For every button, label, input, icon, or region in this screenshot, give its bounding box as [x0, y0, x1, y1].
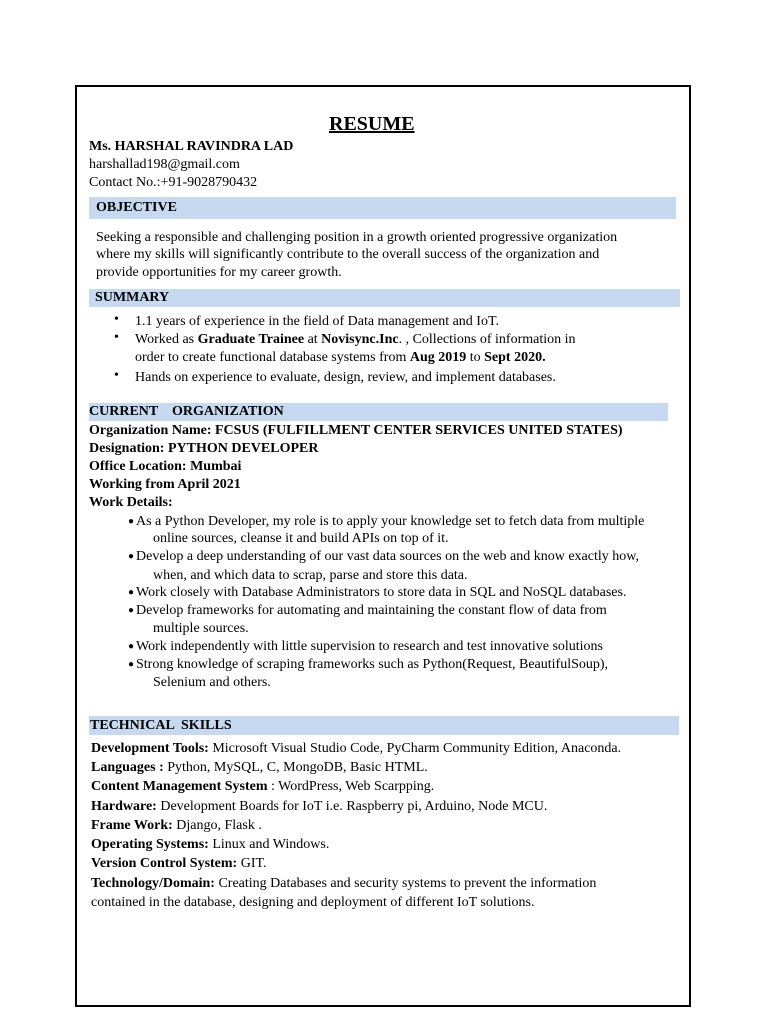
work-detail-continuation: when, and which data to scrap, parse and store this data.	[153, 568, 468, 583]
skill-line: Frame Work: Django, Flask .	[91, 818, 262, 833]
skill-line: Technology/Domain: Creating Databases and security systems to prevent the information	[91, 876, 597, 891]
candidate-name: Ms. HARSHAL RAVINDRA LAD	[89, 139, 294, 154]
work-detail-item: Strong knowledge of scraping frameworks such as Python(Request, BeautifulSoup),	[136, 657, 609, 672]
bullet-icon: ●	[128, 516, 135, 527]
bullet-icon: ●	[128, 587, 135, 598]
organization-name: Organization Name: FCSUS (FULFILLMENT CENTER SERVICES UNITED STATES)	[89, 423, 623, 438]
objective-heading: OBJECTIVE	[96, 200, 177, 215]
work-detail-item: Work closely with Database Administrators to store data in SQL and NoSQL databases.	[136, 585, 627, 600]
working-from: Working from April 2021	[89, 477, 241, 492]
bullet-icon: •	[114, 368, 119, 383]
work-detail-item: As a Python Developer, my role is to apply your knowledge set to fetch data from multiple	[136, 514, 645, 529]
summary-heading: SUMMARY	[95, 290, 170, 305]
skill-line: Development Tools: Microsoft Visual Studio Code, PyCharm Community Edition, Anaconda.	[91, 741, 622, 756]
current-organization-heading: CURRENT ORGANIZATION	[89, 404, 284, 419]
skill-line-continuation: contained in the database, designing and deployment of different IoT solutions.	[91, 895, 535, 910]
skill-line: Languages : Python, MySQL, C, MongoDB, Basic HTML.	[91, 760, 428, 775]
work-detail-continuation: online sources, cleanse it and build APIs on top of it.	[153, 531, 449, 546]
work-detail-item: Work independently with little supervision to research and test innovative solutions	[136, 639, 604, 654]
technical-skills-heading: TECHNICAL SKILLS	[90, 718, 232, 733]
page-title: RESUME	[329, 113, 415, 135]
bullet-icon: •	[114, 330, 119, 345]
skill-line: Version Control System: GIT.	[91, 856, 267, 871]
summary-item: Hands on experience to evaluate, design, review, and implement databases.	[135, 370, 556, 385]
objective-line: where my skills will significantly contribute to the overall success of the organization and	[96, 247, 600, 262]
technical-skills-band	[89, 716, 679, 735]
current-organization-band	[89, 403, 668, 421]
work-detail-continuation: Selenium and others.	[153, 675, 271, 690]
summary-item: 1.1 years of experience in the field of Data management and IoT.	[135, 314, 499, 329]
summary-item-continuation: order to create functional database systems from Aug 2019 to Sept 2020.	[135, 350, 546, 365]
summary-band	[89, 289, 680, 307]
contact-number: Contact No.:+91-9028790432	[89, 175, 258, 190]
bullet-icon: •	[114, 312, 119, 327]
skill-line: Content Management System : WordPress, Web Scarpping.	[91, 779, 435, 794]
work-details-label: Work Details:	[89, 495, 173, 510]
designation: Designation: PYTHON DEVELOPER	[89, 441, 319, 456]
bullet-icon: ●	[128, 641, 135, 652]
bullet-icon: ●	[128, 605, 135, 616]
bullet-icon: ●	[128, 551, 135, 562]
objective-band	[89, 197, 676, 219]
objective-line: Seeking a responsible and challenging position in a growth oriented progressive organization	[96, 230, 618, 245]
work-detail-item: Develop frameworks for automating and maintaining the constant flow of data from	[136, 603, 607, 618]
summary-item: Worked as Graduate Trainee at Novisync.Inc. , Collections of information in	[135, 332, 576, 347]
skill-line: Hardware: Development Boards for IoT i.e. Raspberry pi, Arduino, Node MCU.	[91, 799, 548, 814]
work-detail-item: Develop a deep understanding of our vast data sources on the web and know exactly how,	[136, 549, 639, 564]
objective-line: provide opportunities for my career growth.	[96, 265, 342, 280]
work-detail-continuation: multiple sources.	[153, 621, 249, 636]
bullet-icon: ●	[128, 659, 135, 670]
email: harshallad198@gmail.com	[89, 157, 240, 172]
skill-line: Operating Systems: Linux and Windows.	[91, 837, 330, 852]
office-location: Office Location: Mumbai	[89, 459, 242, 474]
